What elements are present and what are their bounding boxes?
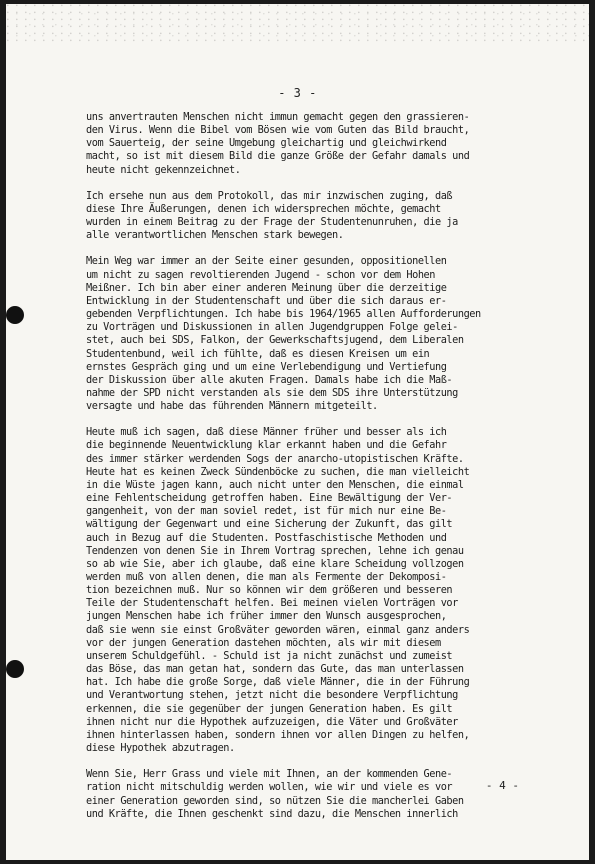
punch-hole-top (6, 306, 24, 324)
letter-body (86, 111, 564, 834)
next-page-marker: - 4 - (485, 779, 519, 792)
paragraph-1: uns anvertrauten Menschen nicht immun gemacht gegen den grassieren- den Virus. Wenn die Bibel vom Bösen wie vom Guten das Bild braucht, vom Sauerteig, der seine Umgebung gleichartig und gleichwirkend macht, so ist mit diesem Bild die ganze Größe der Gefahr damals und heute nicht gekennzeichnet. (86, 111, 470, 176)
scan-noise (6, 4, 589, 44)
paragraph-3: Mein Weg war immer an der Seite einer gesunden, oppositionellen um nicht zu sagen revoltierenden Jugend - schon vor dem Hohen Meißner. Ich bin aber einer anderen Meinung über die derzeitige Entwicklung in der Studentenschaft und über die sich daraus er- gebenden Verpflichtungen. Ich habe bis 1964/1965 allen Aufforderungen zu Vorträgen und Diskussionen in allen Jugendgruppen Folge gelei- stet, auch bei SDS, Falkon, der Gewerkschaftsjugend, dem Liberalen Studentenbund, weil ich fühlte, daß es diesen Kreisen um ein ernstes Gespräch ging und um eine Verlebendigung und Vertiefung der Diskussion über alle akuten Fragen. Damals habe ich die Maß- nahme der SPD nicht verstanden als sie dem SDS ihre Unterstützung versagte und habe das führenden Männern mitgeteilt. (86, 255, 481, 413)
paragraph-2: Ich ersehe nun aus dem Protokoll, das mir inzwischen zuging, daß diese Ihre Äußerungen, denen ich widersprechen möchte, gemacht wurden in einem Beitrag zu der Frage der Studentenunruhen, die ja alle verantwortlichen Menschen stark bewegen. (86, 189, 458, 242)
paragraph-5: Wenn Sie, Herr Grass und viele mit Ihnen, an der kommenden Gene- ration nicht mitschuldig werden wollen, wie wir und viele es vor einer Generation geworden sind, so nützen Sie die mancherlei Gaben und Kräfte, die Ihnen geschenkt sind dazu, die Menschen innerlich (86, 768, 464, 820)
punch-hole-bottom (6, 660, 24, 678)
page-number: - 3 - (278, 86, 317, 100)
paragraph-4: Heute muß ich sagen, daß diese Männer früher und besser als ich die beginnende Neuentwicklung klar erkannt haben und die Gefahr des immer stärker werdenden Sogs der anarcho-utopistischen Kräfte. Heute hat es keinen Zweck Sündenböcke zu suchen, die man vielleicht in die Wüste jagen kann, auch nicht unter den Menschen, die einmal eine Fehlentscheidung getroffen haben. Eine Bewältigung der Ver- gangenheit, von der man soviel redet, ist für mich nur eine Be- wältigung der Gegenwart und eine Sicherung der Zukunft, das gilt auch in Bezug auf die Studenten. Postfaschistische Methoden und Tendenzen von denen Sie in Ihrem Vortrag sprechen, lehne ich genau so ab wie Sie, aber ich glaube, daß eine klare Scheidung vollzogen werden muß von allen denen, die man als Fermente der Dekomposi- tion bezeichnen muß. Nur so können wir dem größeren und besseren Teile der Studentenschaft helfen. Bei meinen vielen Vorträgen vor jungen Menschen habe ich früher immer den Wunsch ausgesprochen, daß sie wenn sie einst Großväter geworden wären, einmal ganz anders vor der jungen Generation dastehen möchten, als wir mit diesem unserem Schuldgefühl. - Schuld ist ja nicht zunächst und zumeist das Böse, das man getan hat, sondern das Gute, das man unterlassen hat. Ich habe die große Sorge, daß viele Männer, die in der Führung und Verantwortung stehen, jetzt nicht die besondere Verpflichtung erkennen, die sie gegenüber der jungen Generation haben. Es gilt ihnen nicht nur die Hypothek aufzuzeigen, die Väter und Großväter ihnen hinterlassen haben, sondern ihnen vor allen Dingen zu helfen, diese Hypothek abzutragen. (86, 426, 470, 755)
